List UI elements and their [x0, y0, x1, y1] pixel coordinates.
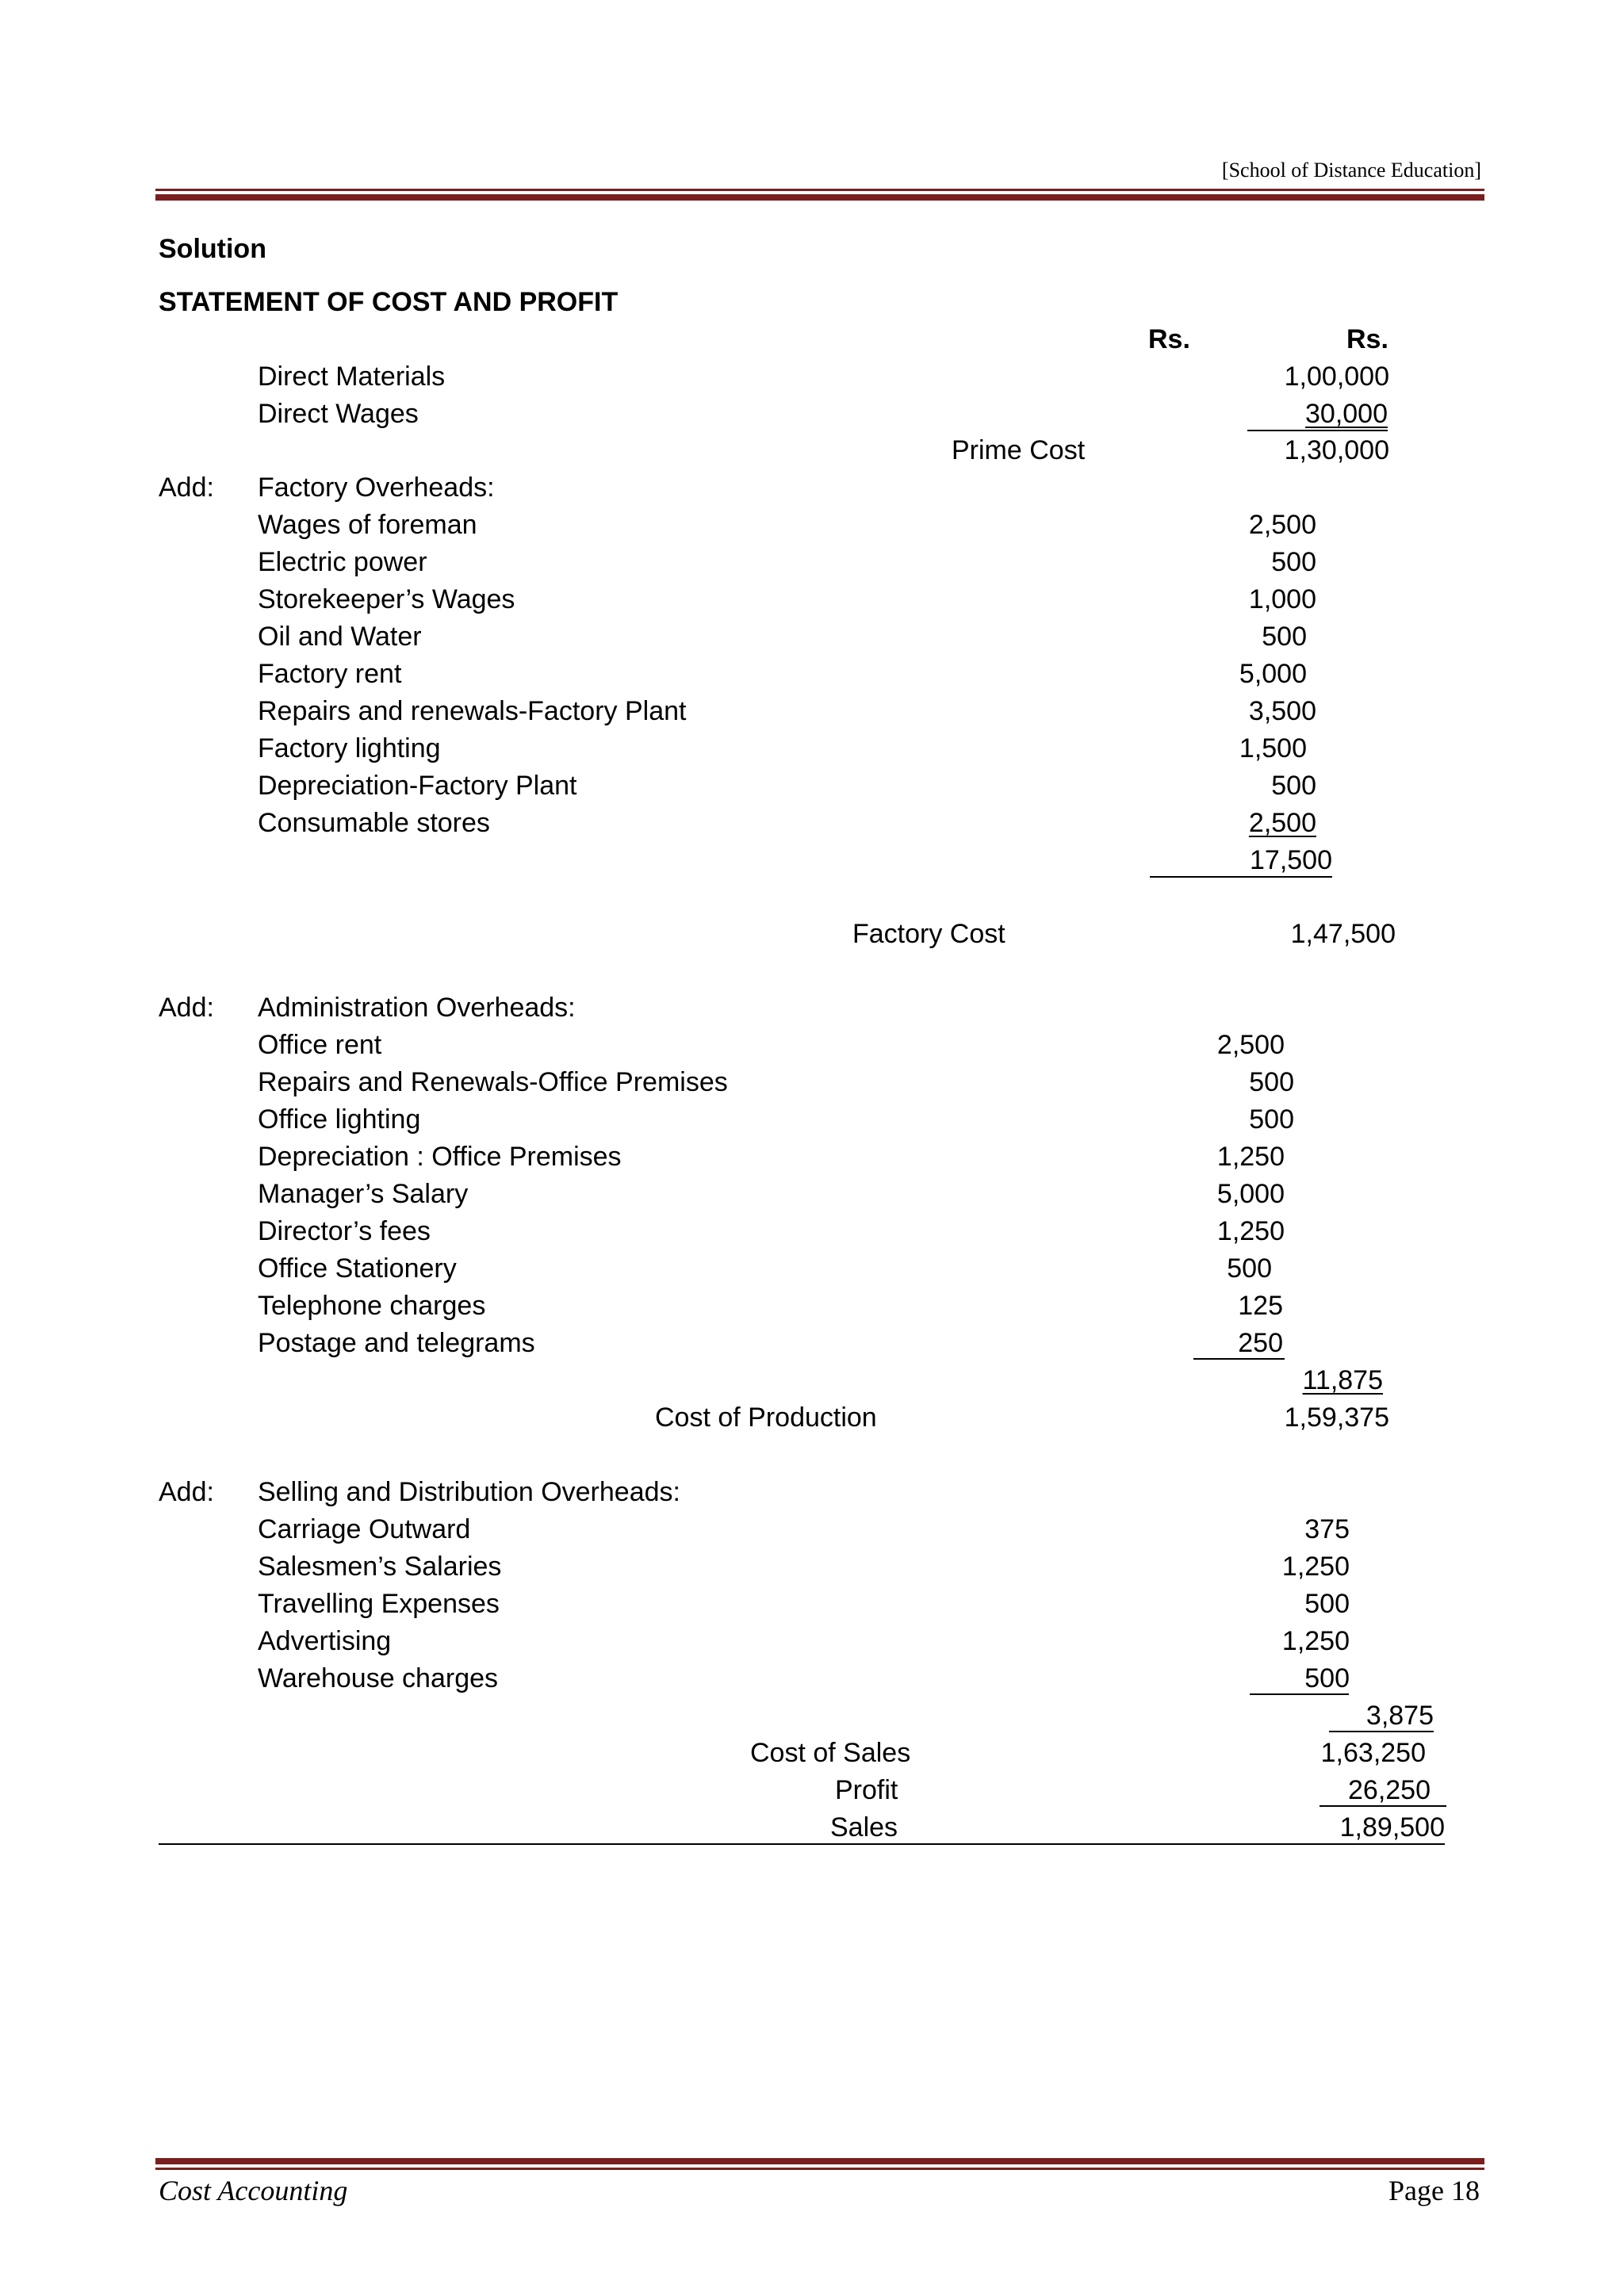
item-label: Storekeeper’s Wages: [258, 584, 515, 614]
sales-value: 1,89,500: [1339, 1812, 1445, 1843]
footer-page-number: Page 18: [1388, 2175, 1480, 2206]
add-label: Add:: [159, 1477, 214, 1507]
footer-rule-thick: [155, 2158, 1484, 2164]
item-amount: 1,00,000: [1284, 362, 1389, 392]
sales-total-rule: [159, 1843, 1445, 1845]
solution-label: Solution: [159, 234, 266, 264]
item-amount: 2,500: [1216, 1030, 1285, 1060]
item-amount: 500: [1271, 547, 1316, 577]
profit-label: Profit: [835, 1775, 898, 1805]
item-amount: 2,500: [1248, 808, 1316, 838]
item-label: Consumable stores: [258, 808, 490, 838]
item-label: Wages of foreman: [258, 510, 477, 540]
item-amount: 500: [1227, 1253, 1272, 1284]
item-label: Warehouse charges: [258, 1663, 499, 1693]
item-label: Advertising: [258, 1626, 392, 1656]
add-label: Add:: [159, 473, 214, 503]
item-label: Manager’s Salary: [258, 1179, 469, 1209]
cost-of-production-total: 1,59,375: [1284, 1402, 1389, 1433]
factory-cost-label: Factory Cost: [852, 919, 1005, 949]
item-amount: 1,250: [1216, 1142, 1285, 1172]
item-amount: 1,500: [1239, 733, 1307, 763]
section-heading: Administration Overheads:: [258, 993, 576, 1023]
prime-cost-total: 1,30,000: [1284, 435, 1389, 465]
prime-cost-label: Prime Cost: [952, 435, 1086, 465]
item-amount: 1,250: [1281, 1626, 1350, 1656]
item-amount: 3,500: [1248, 696, 1316, 726]
footer-rule-thin: [155, 2168, 1484, 2170]
item-label: Depreciation : Office Premises: [258, 1142, 622, 1172]
item-amount: 500: [1249, 1067, 1294, 1097]
item-amount: 5,000: [1216, 1179, 1285, 1209]
item-label: Repairs and renewals-Factory Plant: [258, 696, 687, 726]
item-label: Office lighting: [258, 1104, 421, 1135]
cost-of-production-label: Cost of Production: [655, 1402, 877, 1433]
profit-value: 26,250: [1348, 1775, 1431, 1805]
column-rs-2: Rs.: [1346, 324, 1388, 354]
item-label: Office rent: [258, 1030, 382, 1060]
selling-subtotal: 3,875: [1365, 1701, 1434, 1731]
item-label: Travelling Expenses: [258, 1589, 500, 1619]
item-amount: 1,250: [1281, 1552, 1350, 1582]
column-rs-1: Rs.: [1148, 324, 1190, 354]
add-label: Add:: [159, 993, 214, 1023]
factory-cost-total: 1,47,500: [1290, 919, 1396, 949]
underline-rule: [1320, 1805, 1446, 1807]
item-label: Direct Wages: [258, 399, 419, 429]
item-label: Repairs and Renewals-Office Premises: [258, 1067, 728, 1097]
item-amount: 500: [1304, 1589, 1350, 1619]
header-rule-thin: [155, 189, 1484, 191]
item-label: Electric power: [258, 547, 427, 577]
cost-of-sales-total: 1,63,250: [1320, 1738, 1426, 1768]
underline-rule: [1193, 1358, 1285, 1360]
footer-title: Cost Accounting: [159, 2175, 348, 2206]
header-rule-thick: [155, 194, 1484, 201]
underline-rule: [1329, 1731, 1434, 1732]
factory-subtotal: 17,500: [1250, 845, 1332, 875]
item-label: Office Stationery: [258, 1253, 457, 1284]
cost-of-sales-label: Cost of Sales: [750, 1738, 911, 1768]
item-label: Telephone charges: [258, 1291, 486, 1321]
item-label: Depreciation-Factory Plant: [258, 771, 577, 801]
item-label: Salesmen’s Salaries: [258, 1552, 502, 1582]
section-heading: Selling and Distribution Overheads:: [258, 1477, 680, 1507]
item-label: Director’s fees: [258, 1216, 431, 1246]
item-amount: 500: [1304, 1663, 1350, 1693]
item-label: Oil and Water: [258, 622, 422, 652]
underline-rule: [1150, 876, 1332, 878]
underline-rule: [1247, 430, 1388, 431]
item-amount: 2,500: [1248, 510, 1316, 540]
item-amount: 250: [1238, 1328, 1283, 1358]
header-institution: [School of Distance Education]: [1221, 159, 1481, 182]
item-amount: 500: [1271, 771, 1316, 801]
item-amount: 1,250: [1216, 1216, 1285, 1246]
item-amount: 30,000: [1305, 399, 1388, 429]
statement-title: STATEMENT OF COST AND PROFIT: [159, 287, 619, 317]
underline-rule: [1250, 1693, 1349, 1695]
item-label: Direct Materials: [258, 362, 446, 392]
item-label: Factory rent: [258, 659, 402, 689]
item-amount: 5,000: [1239, 659, 1307, 689]
admin-subtotal: 11,875: [1302, 1365, 1383, 1395]
item-label: Postage and telegrams: [258, 1328, 535, 1358]
item-amount: 500: [1249, 1104, 1294, 1135]
item-label: Carriage Outward: [258, 1514, 471, 1544]
item-amount: 125: [1238, 1291, 1283, 1321]
section-heading: Factory Overheads:: [258, 473, 495, 503]
item-amount: 1,000: [1248, 584, 1316, 614]
item-label: Factory lighting: [258, 733, 441, 763]
item-amount: 375: [1304, 1514, 1350, 1544]
sales-label: Sales: [830, 1812, 898, 1843]
item-amount: 500: [1262, 622, 1307, 652]
